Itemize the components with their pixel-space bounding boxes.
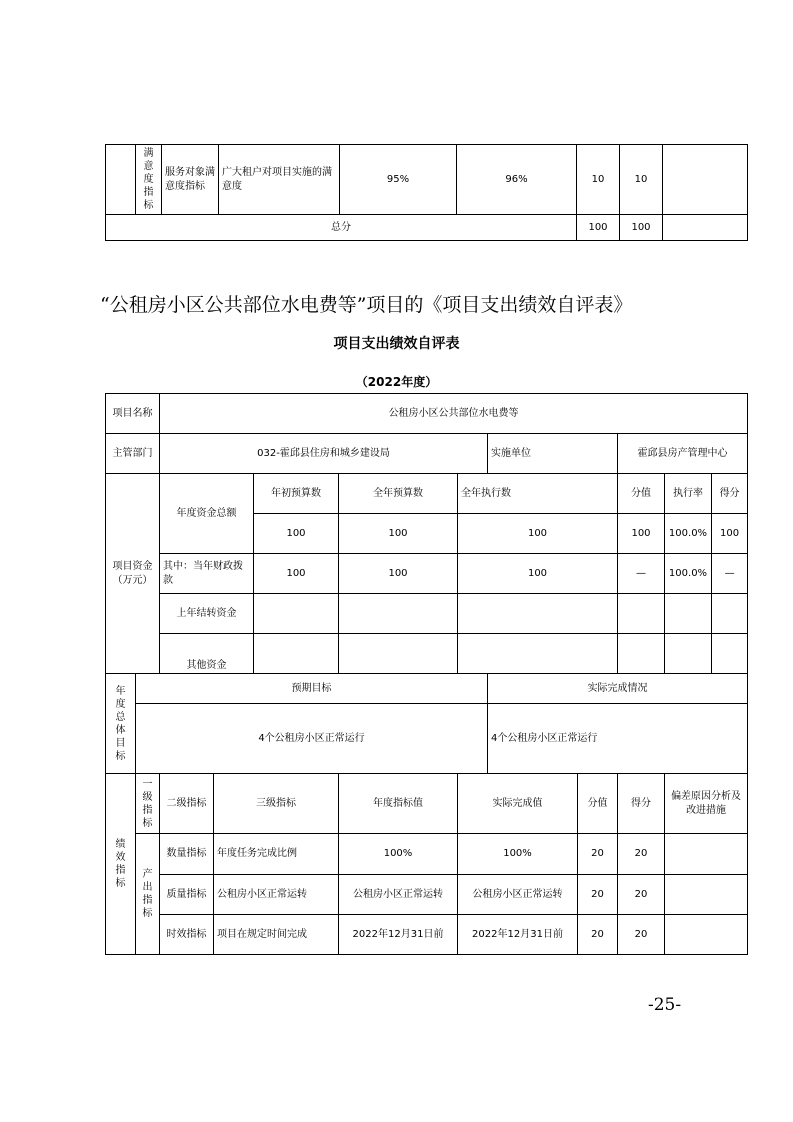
funds-header: 执行率 <box>665 474 712 514</box>
funds-cell <box>665 594 712 634</box>
page-number: -25- <box>648 995 682 1015</box>
total-score-cell: 100 <box>620 215 663 241</box>
empty-cell <box>663 215 748 241</box>
funds-cell <box>618 594 665 634</box>
funds-label: 项目资金（万元） <box>106 474 160 674</box>
perf-actual: 公租房小区正常运转 <box>458 875 578 915</box>
perf-score-value: 20 <box>578 834 618 875</box>
project-name-value: 公租房小区公共部位水电费等 <box>160 394 748 434</box>
funds-cell <box>254 594 339 634</box>
funds-header: 全年预算数 <box>339 474 458 514</box>
top-table <box>105 144 748 241</box>
top-score-cell: 10 <box>620 145 663 215</box>
perf-target: 2022年12月31日前 <box>339 915 458 955</box>
funds-cell <box>665 634 712 674</box>
perf-score: 20 <box>618 834 665 875</box>
perf-note <box>665 875 748 915</box>
empty-cell <box>106 145 136 215</box>
perf-target: 100% <box>339 834 458 875</box>
funds-cell <box>712 594 748 634</box>
perf-header: 分值 <box>578 774 618 834</box>
goal-label-cell: 年度总体目标 <box>106 674 136 774</box>
funds-cell: 100 <box>339 554 458 594</box>
funds-cell <box>458 634 618 674</box>
table-title: 项目支出绩效自评表 <box>333 336 460 352</box>
perf-header: 得分 <box>618 774 665 834</box>
funds-row-label: 其中：当年财政拨款 <box>160 554 254 594</box>
funds-cell <box>254 634 339 674</box>
perf-level3: 公租房小区正常运转 <box>214 875 339 915</box>
perf-note <box>665 834 748 875</box>
perf-level2: 数量指标 <box>160 834 214 875</box>
top-level3-cell: 广大租户对项目实施的满意度 <box>219 145 340 215</box>
funds-cell: 100 <box>618 514 665 554</box>
perf-level3: 年度任务完成比例 <box>214 834 339 875</box>
perf-header: 实际完成值 <box>458 774 578 834</box>
table-row <box>106 434 748 474</box>
table-row <box>106 915 748 955</box>
perf-header: 偏差原因分析及改进措施 <box>665 774 748 834</box>
funds-cell <box>339 634 458 674</box>
perf-score: 20 <box>618 915 665 955</box>
goal-actual-value: 4个公租房小区正常运行 <box>488 704 748 774</box>
table-row <box>106 215 748 241</box>
funds-cell: 100 <box>339 514 458 554</box>
project-name-label: 项目名称 <box>106 394 160 434</box>
funds-cell <box>712 634 748 674</box>
table-row <box>106 474 748 514</box>
table-row <box>106 674 748 704</box>
funds-cell: 100 <box>254 554 339 594</box>
perf-score-value: 20 <box>578 915 618 955</box>
perf-level2: 质量指标 <box>160 875 214 915</box>
perf-level3: 项目在规定时间完成 <box>214 915 339 955</box>
funds-cell: — <box>618 554 665 594</box>
funds-cell: 100.0% <box>665 554 712 594</box>
perf-label-cell: 绩效指标 <box>106 774 136 955</box>
perf-actual: 2022年12月31日前 <box>458 915 578 955</box>
funds-row-label: 其他资金 <box>160 634 254 674</box>
table-row <box>106 394 748 434</box>
funds-row-label: 年度资金总额 <box>160 474 254 554</box>
top-actual-cell: 96% <box>457 145 577 215</box>
top-level2-cell: 服务对象满意度指标 <box>162 145 219 215</box>
funds-header: 年初预算数 <box>254 474 339 514</box>
goal-expected-value: 4个公租房小区正常运行 <box>136 704 488 774</box>
main-table <box>105 393 748 955</box>
top-note-cell <box>663 145 748 215</box>
funds-cell: 100 <box>458 554 618 594</box>
table-row <box>106 834 748 875</box>
table-row <box>106 594 748 634</box>
funds-row-label: 上年结转资金 <box>160 594 254 634</box>
funds-header: 分值 <box>618 474 665 514</box>
perf-header: 二级指标 <box>160 774 214 834</box>
total-label-cell: 总分 <box>106 215 577 241</box>
funds-cell <box>618 634 665 674</box>
year-label: （2022年度） <box>355 375 438 389</box>
perf-header: 三级指标 <box>214 774 339 834</box>
funds-cell: 100 <box>254 514 339 554</box>
funds-cell: 100.0% <box>665 514 712 554</box>
table-row <box>106 145 748 215</box>
goal-expected-header: 预期目标 <box>136 674 488 704</box>
table-row <box>106 875 748 915</box>
funds-header: 得分 <box>712 474 748 514</box>
output-label-cell: 产出指标 <box>136 834 160 955</box>
funds-cell <box>458 594 618 634</box>
funds-cell: 100 <box>458 514 618 554</box>
goal-actual-header: 实际完成情况 <box>488 674 748 704</box>
perf-score: 20 <box>618 875 665 915</box>
section-heading: “公租房小区公共部位水电费等”项目的《项目支出绩效自评表》 <box>100 294 633 316</box>
funds-header: 全年执行数 <box>458 474 618 514</box>
perf-note <box>665 915 748 955</box>
dept-label: 主管部门 <box>106 434 160 474</box>
funds-cell: 100 <box>712 514 748 554</box>
funds-cell <box>339 594 458 634</box>
table-row <box>106 634 748 674</box>
dept-value: 032-霍邱县住房和城乡建设局 <box>160 434 488 474</box>
funds-cell: — <box>712 554 748 594</box>
perf-actual: 100% <box>458 834 578 875</box>
perf-header: 年度指标值 <box>339 774 458 834</box>
impl-label: 实施单位 <box>488 434 618 474</box>
table-row <box>106 704 748 774</box>
table-row <box>106 774 748 834</box>
top-target-cell: 95% <box>340 145 457 215</box>
perf-header: 一级指标 <box>136 774 160 834</box>
perf-level2: 时效指标 <box>160 915 214 955</box>
top-level1-cell: 满意度指标 <box>136 145 162 215</box>
perf-score-value: 20 <box>578 875 618 915</box>
total-value-cell: 100 <box>577 215 620 241</box>
impl-value: 霍邱县房产管理中心 <box>618 434 748 474</box>
table-row <box>106 554 748 594</box>
perf-target: 公租房小区正常运转 <box>339 875 458 915</box>
top-score-value-cell: 10 <box>577 145 620 215</box>
